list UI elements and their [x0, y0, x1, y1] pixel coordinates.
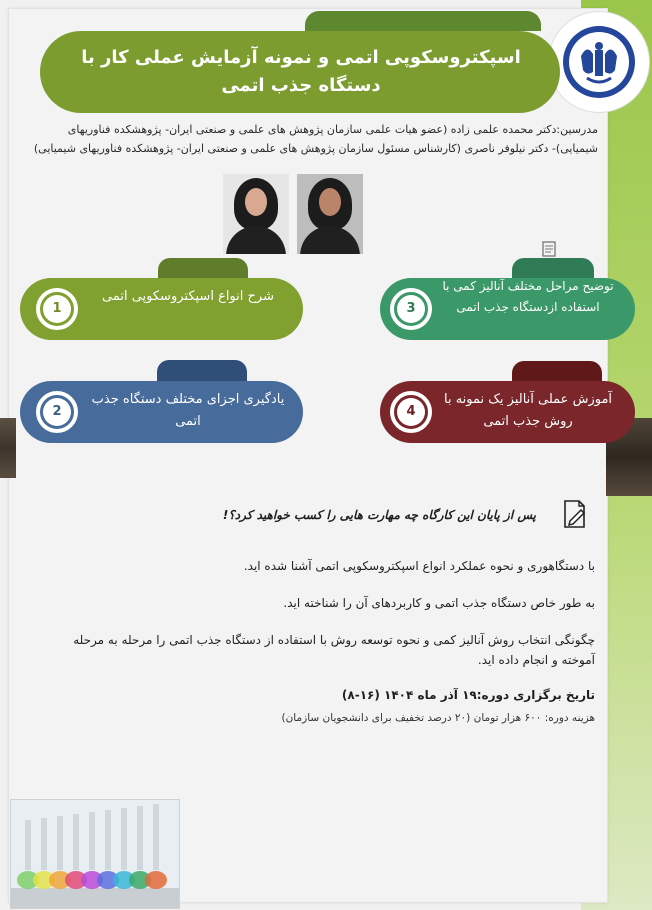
- topic-3-number: 3: [406, 301, 416, 316]
- skill-item-3: چگونگی انتخاب روش آنالیز کمی و نحوه توسعه روش با استفاده از دستگاه جذب اتمی را مرحله به مرحله آموخته و انجام داده اید.: [73, 633, 595, 667]
- title-tab: [305, 11, 541, 31]
- topic-3-text: توضیح مراحل مختلف آنالیز کمی با استفاده ازدستگاه جذب اتمی: [442, 279, 614, 314]
- topic-2-number-badge: [36, 391, 78, 433]
- course-fee: هزینه دوره: ۶۰۰ هزار تومان (۲۰ درصد تخفیف برای دانشجویان سازمان): [281, 712, 595, 724]
- course-title: اسپکتروسکوپی اتمی و نمونه آزمایش عملی کار با دستگاه جذب اتمی: [81, 47, 521, 96]
- lab-glassware-image: [10, 799, 180, 909]
- wood-strip-left: [0, 418, 16, 478]
- topic-3-pill: [380, 278, 635, 340]
- course-date: تاریخ برگزاری دوره:۱۹ آذر ماه ۱۴۰۴ (۱۶-۸): [341, 688, 595, 702]
- topic-4-text: آموزش عملی آنالیز یک نمونه با روش جذب اتمی: [443, 392, 613, 429]
- topic-2-number: 2: [52, 404, 62, 419]
- edit-document-icon: [562, 499, 588, 529]
- instructor-photo-2: [297, 174, 363, 254]
- topic-4-pill: [380, 381, 635, 443]
- topic-4-tab: [512, 361, 602, 383]
- topic-1-text: شرح انواع اسپکتروسکوپی اتمی: [102, 289, 274, 304]
- topic-1-pill: [20, 278, 303, 340]
- topic-3-number-badge: [390, 288, 432, 330]
- topic-2-text: یادگیری اجزای مختلف دستگاه جذب اتمی: [91, 392, 285, 429]
- skills-question: پس از پایان این کارگاه چه مهارت هایی را کسب خواهید کرد؟!: [222, 508, 536, 522]
- organization-logo: [548, 11, 650, 113]
- topic-4-number-badge: [390, 391, 432, 433]
- skill-item-1: با دستگاهوری و نحوه عملکرد انواع اسپکتروسکوپی اتمی آشنا شده اید.: [243, 559, 595, 573]
- document-icon: [540, 240, 558, 258]
- topic-1-tab: [158, 258, 248, 280]
- logo-emblem-icon: [569, 32, 629, 92]
- skill-item-2: به طور خاص دستگاه جذب اتمی و کاربردهای آن را شناخته اید.: [283, 596, 595, 610]
- topic-4-number: 4: [406, 404, 416, 419]
- topic-1-number: 1: [52, 301, 62, 316]
- topic-2-tab: [157, 360, 247, 382]
- instructors-text: مدرسین:دکتر محمده علمی زاده (عضو هیات علمی سازمان پژوهش های علمی و صنعتی ایران- پژوهشکده فناوریهای شیمیایی)- دکتر نیلوفر ناصری (کارشناس مسئول سازمان پژوهش های علمی و صنعتی ایران- پژوهشکده فناوریهای شیمیایی): [33, 123, 598, 155]
- topic-1-number-badge: [36, 288, 78, 330]
- instructor-photo-1: [223, 174, 289, 254]
- topic-2-pill: [20, 381, 303, 443]
